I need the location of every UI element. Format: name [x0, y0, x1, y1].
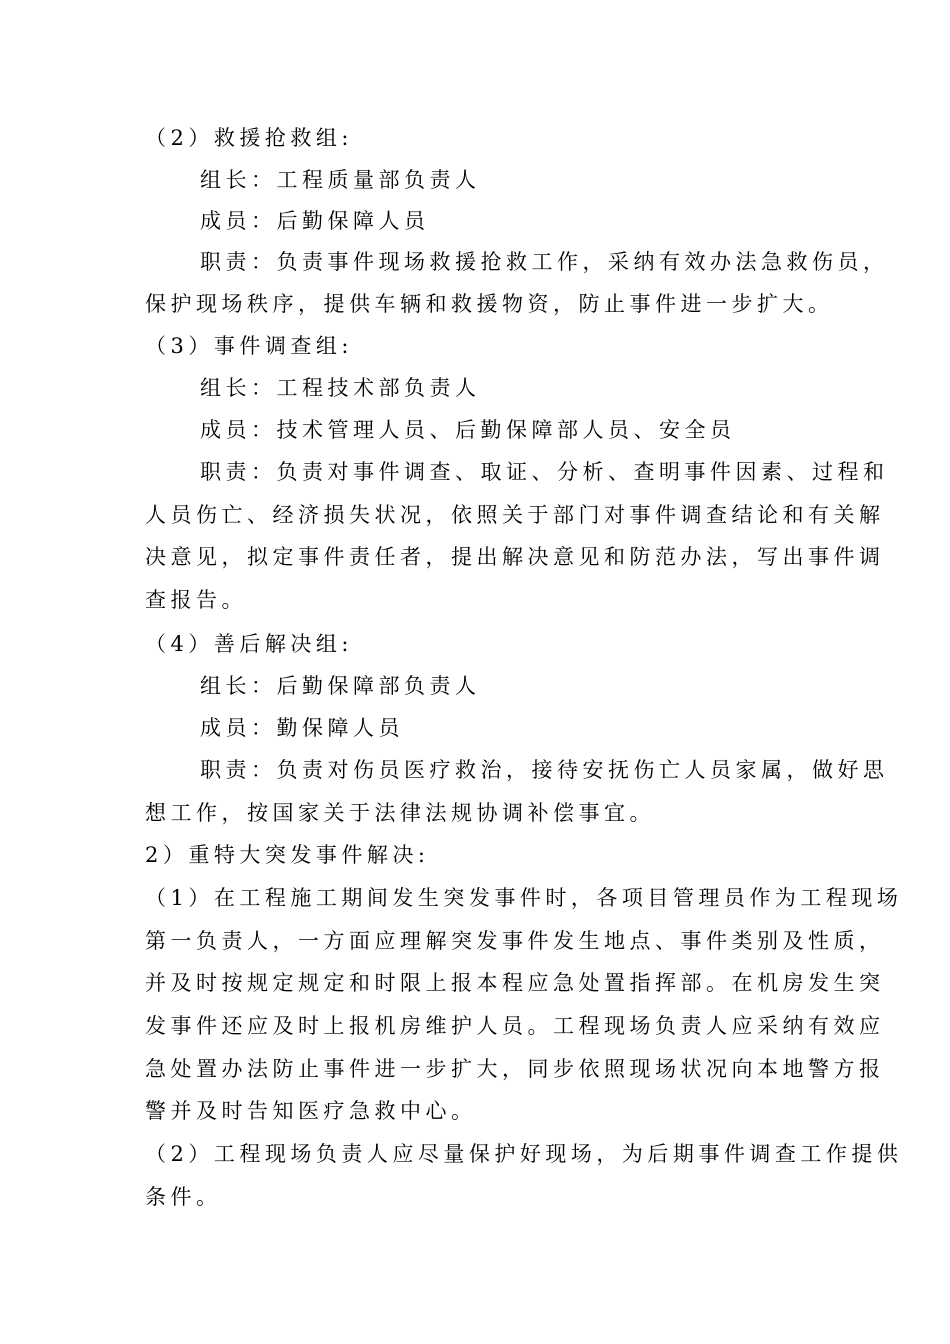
rescue-group-members: 成员：后勤保障人员 — [200, 209, 430, 233]
aftermath-group-duties: 职责：负责对伤员医疗救治，接待安抚伤亡人员家属，做好思 — [200, 758, 889, 782]
major-incident-para-1-line-2: 第一负责人，一方面应理解突发事件发生地点、事件类别及性质， — [145, 929, 885, 953]
major-incident-para-1-line-3: 并及时按规定规定和时限上报本程应急处置指挥部。在机房发生突 — [145, 971, 885, 995]
aftermath-group-leader: 组长：后勤保障部负责人 — [200, 674, 481, 698]
major-incident-para-1-line-1: （1）在工程施工期间发生突发事件时，各项目管理员作为工程现场 — [145, 886, 903, 910]
aftermath-group-members: 成员：勤保障人员 — [200, 716, 404, 740]
rescue-group-duties: 职责：负责事件现场救援抢救工作，采纳有效办法急救伤员， — [200, 250, 889, 274]
major-incident-para-2-line-1: （2）工程现场负责人应尽量保护好现场，为后期事件调查工作提供 — [145, 1142, 903, 1166]
rescue-group-duties-cont: 保护现场秩序，提供车辆和救援物资，防止事件进一步扩大。 — [145, 292, 834, 316]
section-heading-major-incident: 2）重特大突发事件解决: — [145, 843, 430, 867]
major-incident-para-1-line-6: 警并及时告知医疗急救中心。 — [145, 1099, 477, 1123]
section-heading-aftermath-group: （4）善后解决组: — [145, 632, 353, 656]
section-heading-investigation-group: （3）事件调查组: — [145, 334, 353, 358]
major-incident-para-2-line-2: 条件。 — [145, 1185, 222, 1209]
major-incident-para-1-line-5: 急处置办法防止事件进一步扩大，同步依照现场状况向本地警方报 — [145, 1057, 885, 1081]
investigation-group-duties: 职责：负责对事件调查、取证、分析、查明事件因素、过程和 — [200, 460, 889, 484]
rescue-group-leader: 组长：工程质量部负责人 — [200, 168, 481, 192]
investigation-group-members: 成员：技术管理人员、后勤保障部人员、安全员 — [200, 418, 736, 442]
major-incident-para-1-line-4: 发事件还应及时上报机房维护人员。工程现场负责人应采纳有效应 — [145, 1014, 885, 1038]
investigation-group-duties-cont-3: 查报告。 — [145, 588, 247, 612]
section-heading-rescue-group: （2）救援抢救组: — [145, 126, 353, 150]
investigation-group-leader: 组长：工程技术部负责人 — [200, 376, 481, 400]
investigation-group-duties-cont-1: 人员伤亡、经济损失状况，依照关于部门对事件调查结论和有关解 — [145, 503, 885, 527]
aftermath-group-duties-cont: 想工作，按国家关于法律法规协调补偿事宜。 — [145, 801, 655, 825]
investigation-group-duties-cont-2: 决意见，拟定事件责任者，提出解决意见和防范办法，写出事件调 — [145, 545, 885, 569]
